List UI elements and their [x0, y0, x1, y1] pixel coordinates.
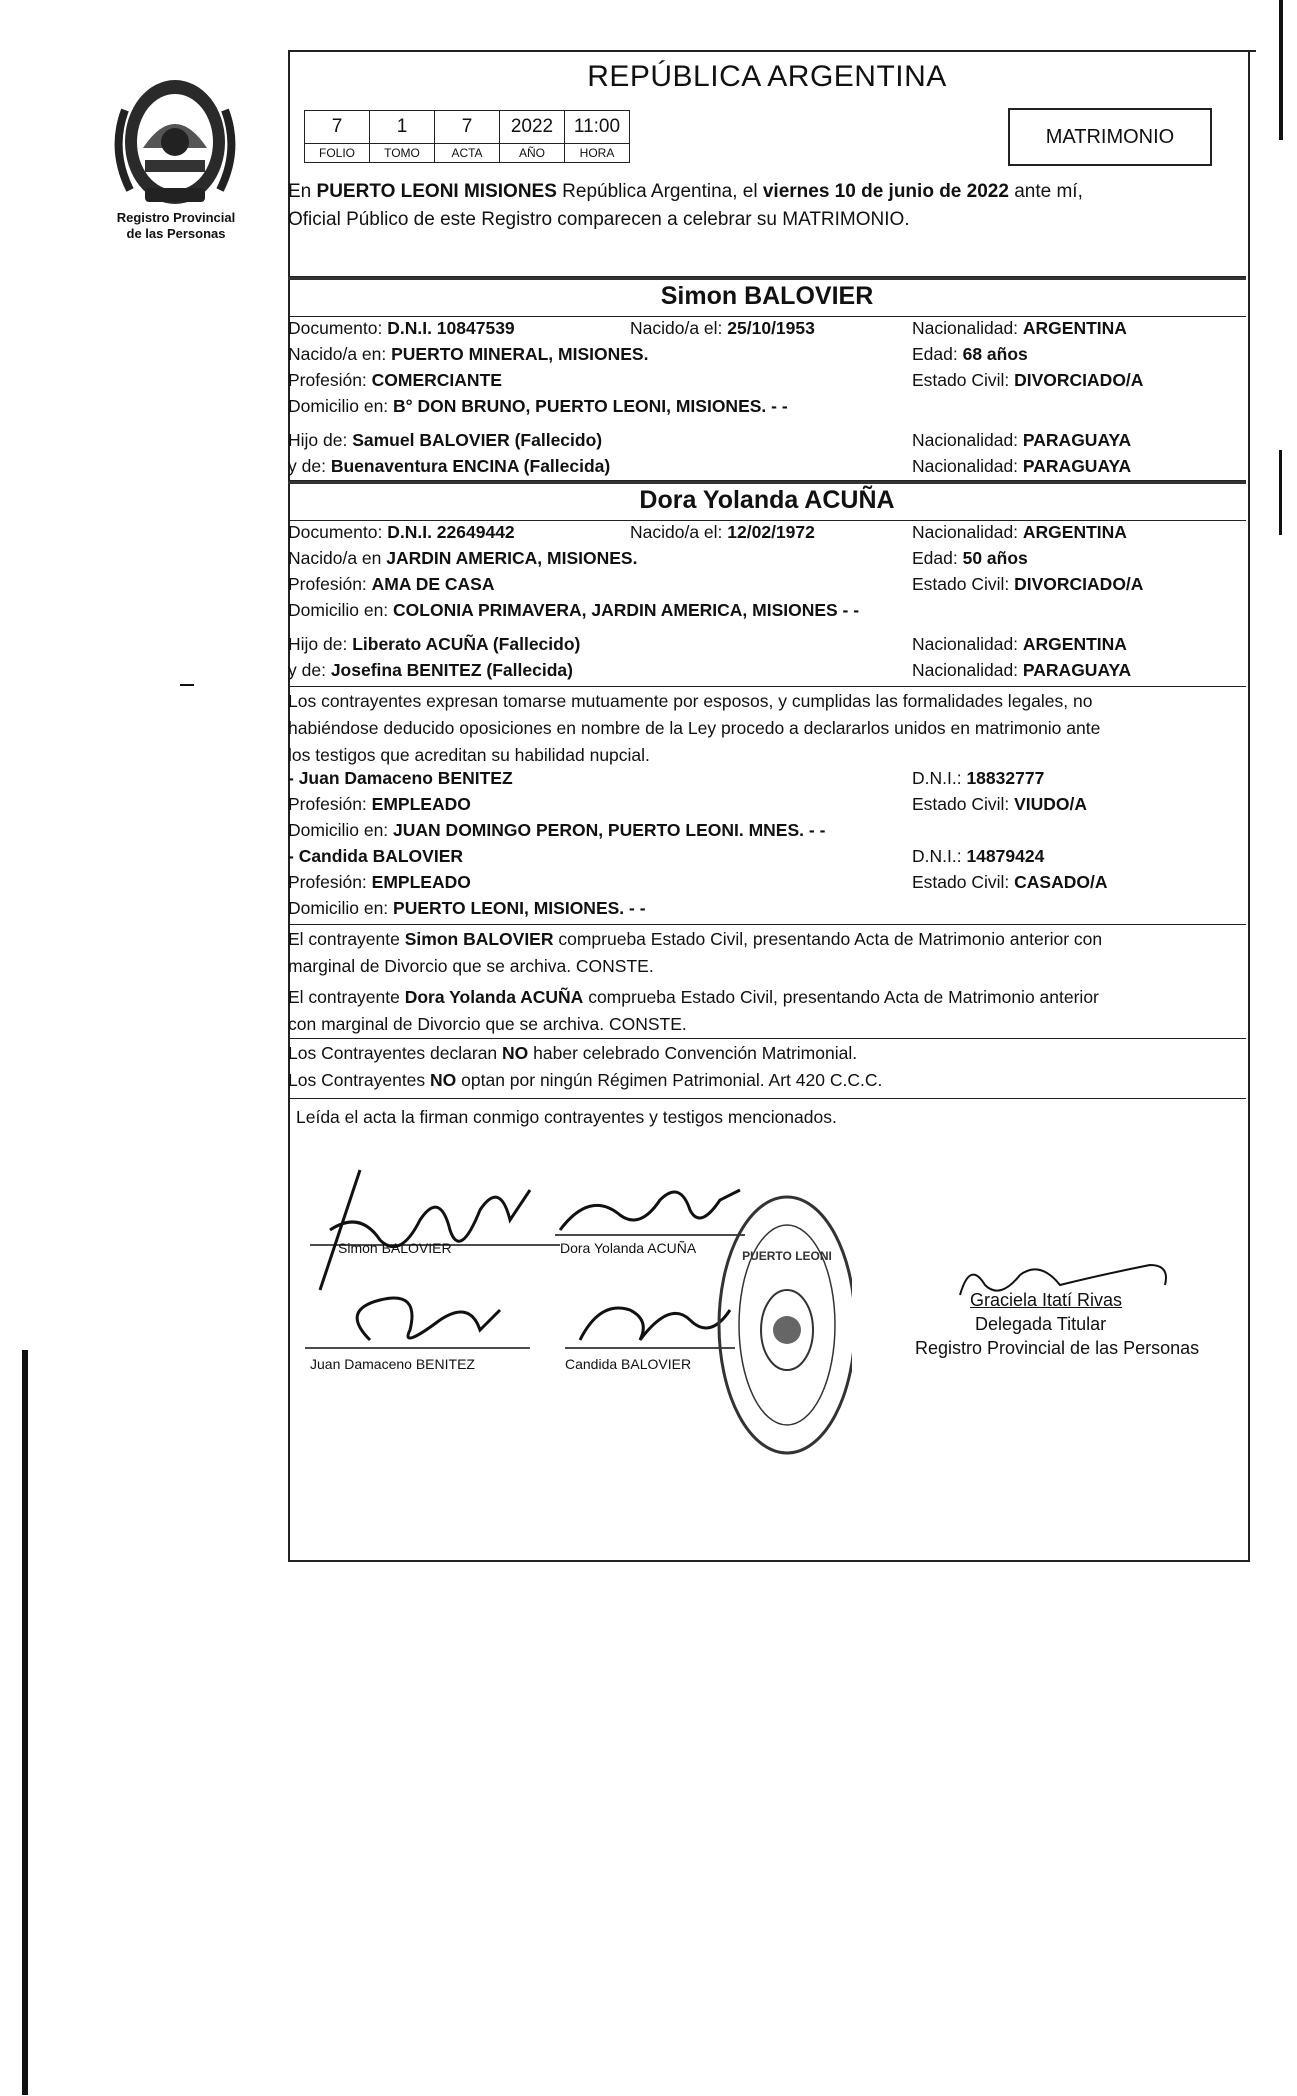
registry-caption [96, 210, 256, 242]
groom-birthplace: Nacido/a en: PUERTO MINERAL, MISIONES. [288, 344, 649, 364]
tomo-label: TOMO [370, 144, 435, 163]
groom-mother-nationality: Nacionalidad: PARAGUAYA [912, 456, 1132, 476]
folio-label: FOLIO [305, 144, 370, 163]
right-edge-mark-2 [1279, 450, 1282, 535]
bride-separator [288, 480, 1246, 484]
groom-father: Hijo de: Samuel BALOVIER (Fallecido) [288, 430, 603, 450]
anio-value: 2022 [500, 111, 565, 144]
anio-label: AÑO [500, 144, 565, 163]
acta-value: 7 [435, 111, 500, 144]
witness2-dni: D.N.I.: 14879424 [912, 846, 1045, 866]
bride-address: Domicilio en: COLONIA PRIMAVERA, JARDIN AMERICA, MISIONES - - [288, 600, 860, 620]
intro-place: PUERTO LEONI MISIONES [316, 181, 557, 202]
intro-text-2: República Argentina, el [556, 181, 763, 202]
bride-father-nationality: Nacionalidad: ARGENTINA [912, 634, 1127, 654]
bride-birthdate: Nacido/a el: 12/02/1972 [630, 522, 815, 542]
bride-mother: y de: Josefina BENITEZ (Fallecida) [288, 660, 573, 680]
intro-text: En [288, 181, 317, 202]
declaration-line3: los testigos que acreditan su habilidad nupcial. [288, 745, 650, 765]
regime-paragraph: Los Contrayentes declaran NO haber celebrado Convención Matrimonial. Los Contrayentes NO optan por ningún Régimen Patrimonial. Art 420 C.C.C. [288, 1043, 883, 1090]
groom-name: Simon BALOVIER [660, 282, 874, 310]
closing-separator [288, 1098, 1246, 1099]
left-dash-mark [180, 684, 194, 686]
tomo-value: 1 [370, 111, 435, 144]
registry-fields-table [304, 110, 630, 163]
witness1-signature-label: Juan Damaceno BENITEZ [310, 1356, 475, 1372]
province-emblem [105, 70, 245, 220]
groom-civil-status: Estado Civil: DIVORCIADO/A [912, 370, 1144, 390]
right-edge-mark [1279, 0, 1283, 140]
officer-title: Delegada Titular [975, 1314, 1107, 1334]
declaration-paragraph [288, 688, 1253, 769]
groom-name-underline [288, 316, 1246, 317]
bride-age: Edad: 50 años [912, 548, 1028, 568]
left-margin-mark [22, 1350, 28, 2095]
hora-value: 11:00 [565, 111, 630, 144]
groom-father-nationality: Nacionalidad: PARAGUAYA [912, 430, 1132, 450]
witness2-name: - Candida BALOVIER [288, 846, 464, 866]
groom-age: Edad: 68 años [912, 344, 1028, 364]
intro-paragraph [288, 178, 1253, 234]
bride-signature-label: Dora Yolanda ACUÑA [560, 1240, 697, 1256]
witness1-civil-status: Estado Civil: VIUDO/A [912, 794, 1088, 814]
witness1-profession: Profesión: EMPLEADO [288, 794, 471, 814]
bride-civil-status: Estado Civil: DIVORCIADO/A [912, 574, 1144, 594]
witness1-address: Domicilio en: JUAN DOMINGO PERON, PUERTO LEONI. MNES. - - [288, 820, 826, 840]
groom-signature-label: Simon BALOVIER [338, 1240, 452, 1256]
acta-label: ACTA [435, 144, 500, 163]
groom-profession: Profesión: COMERCIANTE [288, 370, 502, 390]
document-title: REPÚBLICA ARGENTINA [587, 60, 947, 93]
groom-nationality: Nacionalidad: ARGENTINA [912, 318, 1127, 338]
regime-separator [288, 1038, 1246, 1039]
intro-date: viernes 10 de junio de 2022 [762, 181, 1009, 202]
declaration-separator [288, 686, 1246, 687]
witness1-signature [300, 1280, 540, 1360]
groom-document: Documento: D.N.I. 10847539 [288, 318, 515, 338]
declaration-line2: habiéndose deducido oposiciones en nombre de la Ley procedo a declararlos unidos en matrimonio ante [288, 718, 1101, 738]
officer-organization: Registro Provincial de las Personas [915, 1338, 1200, 1358]
act-type-box: MATRIMONIO [1008, 108, 1212, 166]
notes-separator [288, 924, 1246, 925]
closing-statement: Leída el acta la firman conmigo contrayentes y testigos mencionados. [296, 1107, 837, 1127]
registry-caption-line2: de las Personas [126, 226, 226, 241]
seal-center-text: PUERTO LEONI [742, 1249, 832, 1263]
witness1-name: - Juan Damaceno BENITEZ [288, 768, 513, 788]
witness2-profession: Profesión: EMPLEADO [288, 872, 471, 892]
folio-value: 7 [305, 111, 370, 144]
groom-separator [288, 276, 1246, 280]
bride-nationality: Nacionalidad: ARGENTINA [912, 522, 1127, 542]
hora-label: HORA [565, 144, 630, 163]
intro-text-3: ante mí, [1008, 181, 1083, 202]
official-seal [712, 1190, 852, 1460]
bride-birthplace: Nacido/a en JARDIN AMERICA, MISIONES. [288, 548, 638, 568]
bride-name-underline [288, 520, 1246, 521]
witness2-address: Domicilio en: PUERTO LEONI, MISIONES. - - [288, 898, 646, 918]
bride-father: Hijo de: Liberato ACUÑA (Fallecido) [288, 634, 581, 654]
witness1-dni: D.N.I.: 18832777 [912, 768, 1045, 788]
witness2-civil-status: Estado Civil: CASADO/A [912, 872, 1108, 892]
witness2-signature-label: Candida BALOVIER [565, 1356, 692, 1372]
groom-mother: y de: Buenaventura ENCINA (Fallecida) [288, 456, 611, 476]
officer-name: Graciela Itatí Rivas [970, 1290, 1123, 1310]
intro-line2: Oficial Público de este Registro comparecen a celebrar su MATRIMONIO. [288, 209, 910, 230]
civil-status-notes: El contrayente Simon BALOVIER comprueba Estado Civil, presentando Acta de Matrimonio anterior con marginal de Divorcio que se archiva. CONSTE. El contrayente Dora Yolanda ACUÑA comprueba Estado Civil, presentando Acta de Matrimonio anterior con marginal de Divorcio que se archiva. CONSTE. [288, 929, 1103, 1034]
declaration-line1: Los contrayentes expresan tomarse mutuamente por esposos, y cumplidas las formalidades legales, no [288, 691, 1093, 711]
bride-profession: Profesión: AMA DE CASA [288, 574, 495, 594]
bride-mother-nationality: Nacionalidad: PARAGUAYA [912, 660, 1132, 680]
bride-document: Documento: D.N.I. 22649442 [288, 522, 515, 542]
bride-name: Dora Yolanda ACUÑA [639, 486, 895, 514]
registry-caption-line1: Registro Provincial [116, 210, 236, 225]
groom-birthdate: Nacido/a el: 25/10/1953 [630, 318, 815, 338]
groom-address: Domicilio en: B° DON BRUNO, PUERTO LEONI, MISIONES. - - [288, 396, 788, 416]
